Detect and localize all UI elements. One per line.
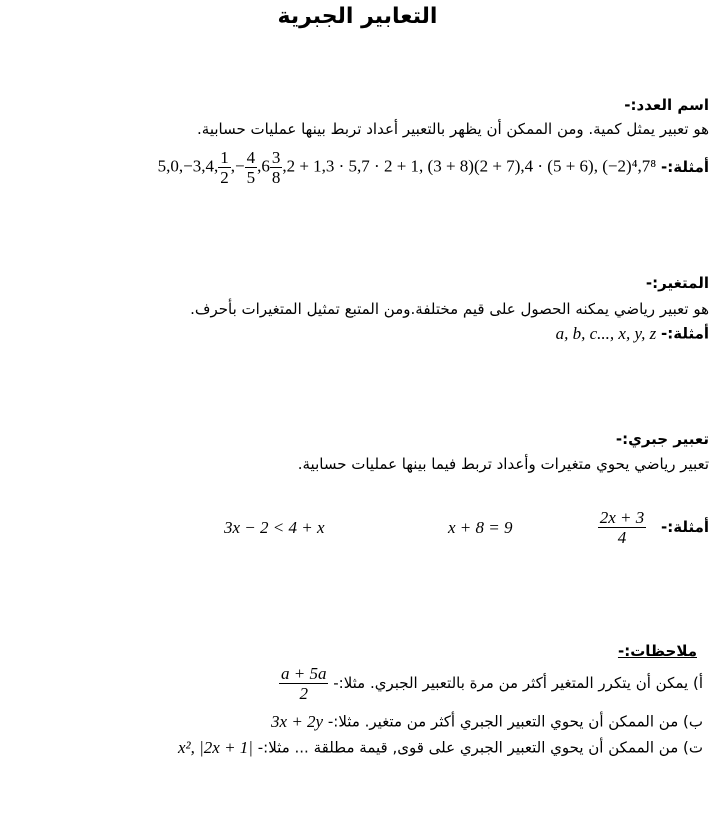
numerator: 1 <box>220 148 229 167</box>
math-text: ,2 + 1,3 · 5,7 · 2 + 1, (3 + 8)(2 + 7),4 · (5 + 6), (−2)⁴,7⁸ <box>282 156 657 176</box>
denominator: 4 <box>617 528 627 547</box>
math-text: ,− <box>230 156 245 176</box>
fraction <box>270 148 283 187</box>
fraction <box>598 508 647 547</box>
denominator: 5 <box>246 168 256 187</box>
number-examples-math <box>158 148 657 187</box>
note-example: x², |2x + 1| <box>177 738 253 757</box>
numerator: 4 <box>246 148 256 167</box>
note-example: 3x + 2y <box>271 712 324 731</box>
algebraic-example-3: 3x − 2 < 4 + x <box>224 518 325 537</box>
math-text: ,6 <box>257 156 270 176</box>
examples-label: أمثلة:- <box>661 324 709 343</box>
note-c <box>178 738 703 758</box>
variable-examples <box>556 324 709 344</box>
numerator: 3 <box>271 148 281 167</box>
denominator: 8 <box>271 168 281 187</box>
note-text: أ) يمكن أن يتكرر المتغير أكثر من مرة بالتعبير الجبري. مثلا:- <box>333 674 703 692</box>
number-examples <box>158 148 709 187</box>
algebraic-examples <box>598 508 709 547</box>
variable-heading: المتغير:- <box>645 274 709 292</box>
variable-examples-math: a, b, c..., x, y, z <box>555 324 657 343</box>
examples-label: أمثلة:- <box>661 158 709 176</box>
number-heading: اسم العدد:- <box>624 96 709 114</box>
note-text: ت) من الممكن أن يحوي التعبير الجبري على قوى, قيمة مطلقة ... مثلا:- <box>257 738 703 757</box>
denominator: 2 <box>220 168 229 187</box>
page-title: التعابير الجبرية <box>277 4 438 29</box>
examples-label: أمثلة:- <box>661 518 709 536</box>
note-b <box>271 712 703 732</box>
notes-heading: ملاحظات:- <box>617 642 697 660</box>
math-text: 5,0,−3,4, <box>157 156 219 176</box>
fraction <box>218 148 231 187</box>
algebraic-definition: تعبير رياضي يحوي متغيرات وأعداد تربط فيما بينها عمليات حسابية. <box>297 455 709 473</box>
note-a <box>279 664 703 703</box>
variable-definition: هو تعبير رياضي يمكنه الحصول على قيم مختلفة.ومن المتبع تمثيل المتغيرات بأحرف. <box>190 300 709 318</box>
denominator: 2 <box>299 684 308 703</box>
number-definition: هو تعبير يمثل كمية. ومن الممكن أن يظهر بالتعبير أعداد تربط بينها عمليات حسابية. <box>197 120 709 138</box>
numerator: a + 5a <box>280 664 327 683</box>
note-text: ب) من الممكن أن يحوي التعبير الجبري أكثر من متغير. مثلا:- <box>327 712 703 731</box>
fraction <box>245 148 258 187</box>
algebraic-heading: تعبير جبري:- <box>615 430 709 448</box>
fraction <box>279 664 328 703</box>
algebraic-example-2: x + 8 = 9 <box>448 518 513 537</box>
numerator: 2x + 3 <box>599 508 645 527</box>
